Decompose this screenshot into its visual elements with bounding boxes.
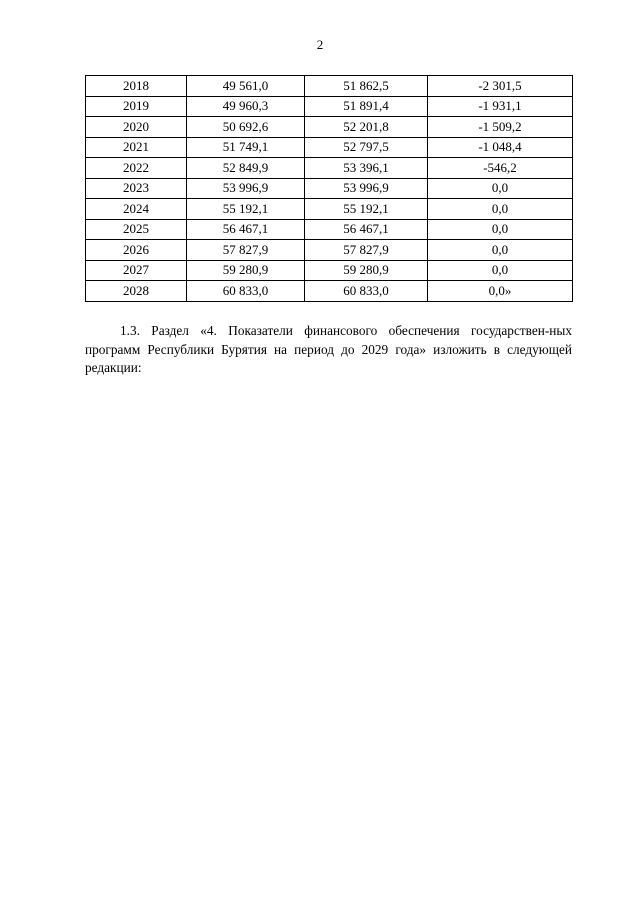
value-cell: 55 192,1 (305, 199, 428, 220)
value-cell: 52 201,8 (305, 117, 428, 138)
value-cell: 51 862,5 (305, 76, 428, 97)
value-cell: 56 467,1 (305, 219, 428, 240)
value-cell: 51 891,4 (305, 96, 428, 117)
value-cell: 57 827,9 (305, 240, 428, 261)
table-row (86, 240, 573, 261)
year-cell: 2024 (86, 199, 187, 220)
value-cell: 49 561,0 (187, 76, 305, 97)
amendment-paragraph: 1.3. Раздел «4. Показатели финансового обеспечения государствен-ных программ Республики Бурятия на период до 2029 года» изложить в следующей редакции: (85, 323, 572, 375)
difference-cell: 0,0 (428, 219, 573, 240)
year-cell: 2022 (86, 158, 187, 179)
table-row (86, 219, 573, 240)
table-row (86, 117, 573, 138)
difference-cell: 0,0» (428, 281, 573, 302)
difference-cell: -1 509,2 (428, 117, 573, 138)
table-row (86, 96, 573, 117)
table-row (86, 199, 573, 220)
value-cell: 60 833,0 (305, 281, 428, 302)
year-cell: 2026 (86, 240, 187, 261)
value-cell: 53 996,9 (305, 178, 428, 199)
table-row (86, 281, 573, 302)
value-cell: 55 192,1 (187, 199, 305, 220)
difference-cell: -546,2 (428, 158, 573, 179)
difference-cell: -1 048,4 (428, 137, 573, 158)
difference-cell: 0,0 (428, 199, 573, 220)
value-cell: 49 960,3 (187, 96, 305, 117)
year-cell: 2027 (86, 260, 187, 281)
value-cell: 51 749,1 (187, 137, 305, 158)
difference-cell: -2 301,5 (428, 76, 573, 97)
data-table (85, 75, 573, 302)
page-number: 2 (316, 37, 324, 52)
value-cell: 57 827,9 (187, 240, 305, 261)
table-row (86, 76, 573, 97)
year-cell: 2018 (86, 76, 187, 97)
value-cell: 59 280,9 (187, 260, 305, 281)
table-row (86, 137, 573, 158)
value-cell: 50 692,6 (187, 117, 305, 138)
value-cell: 60 833,0 (187, 281, 305, 302)
difference-cell: 0,0 (428, 178, 573, 199)
year-cell: 2020 (86, 117, 187, 138)
table-row (86, 158, 573, 179)
table-row (86, 178, 573, 199)
year-cell: 2025 (86, 219, 187, 240)
difference-cell: 0,0 (428, 240, 573, 261)
difference-cell: 0,0 (428, 260, 573, 281)
value-cell: 59 280,9 (305, 260, 428, 281)
table-row (86, 260, 573, 281)
value-cell: 52 849,9 (187, 158, 305, 179)
year-cell: 2021 (86, 137, 187, 158)
value-cell: 53 996,9 (187, 178, 305, 199)
year-cell: 2019 (86, 96, 187, 117)
value-cell: 56 467,1 (187, 219, 305, 240)
year-cell: 2023 (86, 178, 187, 199)
difference-cell: -1 931,1 (428, 96, 573, 117)
value-cell: 52 797,5 (305, 137, 428, 158)
year-cell: 2028 (86, 281, 187, 302)
value-cell: 53 396,1 (305, 158, 428, 179)
